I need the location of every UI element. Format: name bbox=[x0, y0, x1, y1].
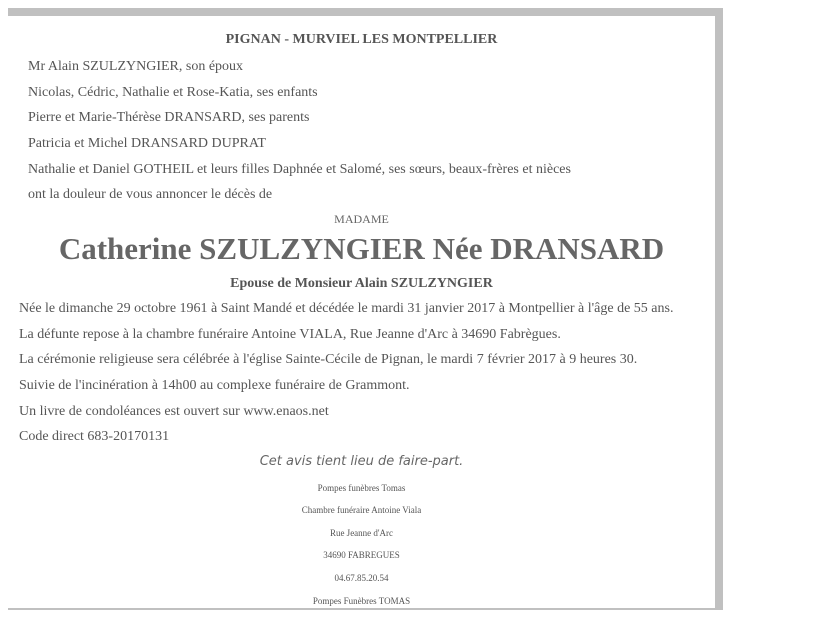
faire-part-notice: Cet avis tient lieu de faire-part. bbox=[259, 454, 464, 469]
rest-place-line: La défunte repose à la chambre funéraire Antoine VIALA, Rue Jeanne d'Arc à 34690 Fabrègues. bbox=[19, 327, 561, 342]
location-heading: PIGNAN - MURVIEL LES MONTPELLIER bbox=[225, 32, 498, 47]
family-line: Patricia et Michel DRANSARD DUPRAT bbox=[28, 136, 266, 151]
footer-line: Chambre funéraire Antoine Viala bbox=[301, 505, 422, 515]
footer-line: Pompes Funèbres TOMAS bbox=[312, 596, 411, 606]
deceased-name: Catherine SZULZYNGIER Née DRANSARD bbox=[58, 231, 665, 266]
direct-code-line: Code direct 683-20170131 bbox=[19, 429, 170, 444]
family-line: Nicolas, Cédric, Nathalie et Rose-Katia, ses enfants bbox=[28, 85, 318, 100]
ceremony-line: La cérémonie religieuse sera célébrée à l'église Sainte-Cécile de Pignan, le mardi 7 février 2017 à 9 heures 30. bbox=[19, 352, 638, 367]
family-line: Mr Alain SZULZYNGIER, son époux bbox=[28, 59, 244, 74]
family-line: Nathalie et Daniel GOTHEIL et leurs filles Daphnée et Salomé, ses sœurs, beaux-frères et nièces bbox=[28, 162, 571, 177]
footer-line: Pompes funèbres Tomas bbox=[317, 483, 406, 493]
footer-phone: 04.67.85.20.54 bbox=[334, 573, 389, 583]
birth-death-line: Née le dimanche 29 octobre 1961 à Saint Mandé et décédée le mardi 31 janvier 2017 à Montpellier à l'âge de 55 ans. bbox=[19, 301, 674, 316]
notice-frame bbox=[8, 8, 723, 610]
condolence-line: Un livre de condoléances est ouvert sur www.enaos.net bbox=[19, 404, 329, 419]
footer-line: Rue Jeanne d'Arc bbox=[329, 528, 394, 538]
footer-line: 34690 FABREGUES bbox=[323, 550, 400, 560]
family-line: Pierre et Marie-Thérèse DRANSARD, ses parents bbox=[28, 110, 310, 125]
obituary-notice bbox=[8, 16, 715, 608]
family-line: ont la douleur de vous annoncer le décès de bbox=[28, 187, 273, 202]
title-prefix: MADAME bbox=[334, 212, 389, 226]
spouse-line: Epouse de Monsieur Alain SZULZYNGIER bbox=[230, 276, 493, 291]
cremation-line: Suivie de l'incinération à 14h00 au complexe funéraire de Grammont. bbox=[19, 378, 410, 393]
